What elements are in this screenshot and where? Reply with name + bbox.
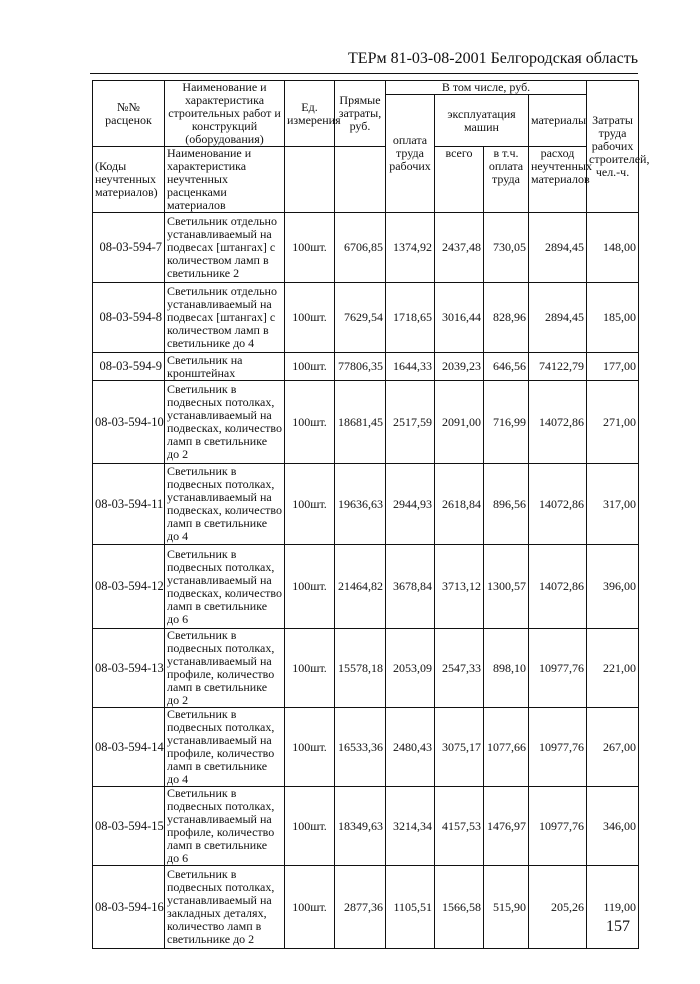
row-labor: 177,00: [587, 353, 639, 381]
row-wages: 1374,92: [386, 213, 435, 283]
row-labor: 396,00: [587, 545, 639, 629]
row-direct: 7629,54: [335, 283, 386, 353]
row-machines-wages: 1300,57: [484, 545, 529, 629]
row-machines-total: 2039,23: [435, 353, 484, 381]
row-name: Светильник в подвесных потолках, устанавливаемый на закладных деталях, количество ламп в светильнике до 2: [165, 866, 285, 949]
table-row: [93, 213, 639, 283]
row-wages: 1644,33: [386, 353, 435, 381]
row-machines-total: 2091,00: [435, 381, 484, 464]
row-name: Светильник в подвесных потолках, устанавливаемый на профиле, количество ламп в светильнике до 2: [165, 629, 285, 708]
page-header: ТЕРм 81-03-08-2001 Белгородская область: [348, 50, 638, 67]
row-unit: 100шт.: [285, 545, 335, 629]
row-labor: 317,00: [587, 464, 639, 545]
row-direct: 77806,35: [335, 353, 386, 381]
row-code: 08-03-594-8: [93, 283, 165, 353]
row-materials: 14072,86: [529, 464, 587, 545]
row-machines-total: 1566,58: [435, 866, 484, 949]
row-materials: 10977,76: [529, 787, 587, 866]
row-code: 08-03-594-12: [93, 545, 165, 629]
row-machines-total: 2618,84: [435, 464, 484, 545]
row-direct: 18349,63: [335, 787, 386, 866]
row-unit: 100шт.: [285, 866, 335, 949]
row-name: Светильник в подвесных потолках, устанавливаемый на подвесках, количество ламп в светильнике до 6: [165, 545, 285, 629]
col-header-unit: Ед. измерения: [285, 81, 335, 147]
row-direct: 6706,85: [335, 213, 386, 283]
col-header-name-alt: Наименование и характеристика неучтенных расценками материалов: [165, 147, 285, 213]
row-direct: 2877,36: [335, 866, 386, 949]
table-row: [93, 353, 639, 381]
row-materials: 2894,45: [529, 283, 587, 353]
row-code: 08-03-594-10: [93, 381, 165, 464]
row-labor: 221,00: [587, 629, 639, 708]
row-materials: 205,26: [529, 866, 587, 949]
row-wages: 1718,65: [386, 283, 435, 353]
row-machines-wages: 898,10: [484, 629, 529, 708]
col-header-machines: эксплуатация машин: [435, 95, 529, 147]
row-unit: 100шт.: [285, 213, 335, 283]
row-code: 08-03-594-14: [93, 708, 165, 787]
row-materials: 10977,76: [529, 708, 587, 787]
row-unit: 100шт.: [285, 708, 335, 787]
table-row: [93, 787, 639, 866]
row-machines-wages: 730,05: [484, 213, 529, 283]
row-machines-wages: 1476,97: [484, 787, 529, 866]
row-name: Светильник в подвесных потолках, устанавливаемый на профиле, количество ламп в светильнике до 6: [165, 787, 285, 866]
row-direct: 15578,18: [335, 629, 386, 708]
row-code: 08-03-594-9: [93, 353, 165, 381]
row-machines-total: 3713,12: [435, 545, 484, 629]
row-direct: 18681,45: [335, 381, 386, 464]
row-direct: 16533,36: [335, 708, 386, 787]
row-unit: 100шт.: [285, 464, 335, 545]
table-row: [93, 629, 639, 708]
row-materials: 2894,45: [529, 213, 587, 283]
row-wages: 2944,93: [386, 464, 435, 545]
row-name: Светильник на кронштейнах: [165, 353, 285, 381]
row-unit: 100шт.: [285, 787, 335, 866]
table-row: [93, 381, 639, 464]
row-machines-total: 4157,53: [435, 787, 484, 866]
col-header-labor: Затраты труда рабочих строителей, чел.-ч.: [587, 81, 639, 213]
col-header-name: Наименование и характеристика строительных работ и конструкций (оборудования): [165, 81, 285, 147]
row-machines-wages: 646,56: [484, 353, 529, 381]
row-labor: 267,00: [587, 708, 639, 787]
row-machines-wages: 716,99: [484, 381, 529, 464]
row-machines-total: 3016,44: [435, 283, 484, 353]
row-unit: 100шт.: [285, 381, 335, 464]
row-unit: 100шт.: [285, 283, 335, 353]
table-row: [93, 866, 639, 949]
table-row: [93, 464, 639, 545]
row-machines-total: 2547,33: [435, 629, 484, 708]
page-number: 157: [606, 918, 630, 935]
header-row-alt: [93, 147, 639, 213]
col-header-incl: В том числе, руб.: [386, 81, 587, 95]
row-machines-total: 2437,48: [435, 213, 484, 283]
row-machines-wages: 1077,66: [484, 708, 529, 787]
col-header-code: №№ расценок: [93, 81, 165, 147]
row-code: 08-03-594-11: [93, 464, 165, 545]
col-header-machines-wages: в т.ч. оплата труда: [484, 147, 529, 213]
col-header-materials: материалы: [529, 95, 587, 147]
row-machines-wages: 515,90: [484, 866, 529, 949]
table-row: [93, 708, 639, 787]
header-rule: [90, 73, 638, 74]
row-code: 08-03-594-16: [93, 866, 165, 949]
row-wages: 3214,34: [386, 787, 435, 866]
col-header-materials-alt: расход неучтенных материалов: [529, 147, 587, 213]
col-header-direct-alt: [335, 147, 386, 213]
col-header-direct: Прямые затраты, руб.: [335, 81, 386, 147]
header-row-main: [93, 81, 639, 95]
row-machines-total: 3075,17: [435, 708, 484, 787]
row-name: Светильник в подвесных потолках, устанавливаемый на профиле, количество ламп в светильнике до 4: [165, 708, 285, 787]
row-direct: 19636,63: [335, 464, 386, 545]
row-materials: 14072,86: [529, 381, 587, 464]
rates-table: [92, 80, 650, 949]
row-labor: 119,00: [587, 866, 639, 949]
row-machines-wages: 828,96: [484, 283, 529, 353]
row-wages: 3678,84: [386, 545, 435, 629]
col-header-unit-alt: [285, 147, 335, 213]
row-name: Светильник отдельно устанавливаемый на подвесах [штангах] с количеством ламп в светильнике 2: [165, 213, 285, 283]
row-labor: 271,00: [587, 381, 639, 464]
row-unit: 100шт.: [285, 353, 335, 381]
table-row: [93, 545, 639, 629]
col-header-code-alt: (Коды неучтенных материалов): [93, 147, 165, 213]
row-name: Светильник в подвесных потолках, устанавливаемый на подвесках, количество ламп в светильнике до 2: [165, 381, 285, 464]
row-labor: 346,00: [587, 787, 639, 866]
row-machines-wages: 896,56: [484, 464, 529, 545]
row-code: 08-03-594-13: [93, 629, 165, 708]
row-name: Светильник в подвесных потолках, устанавливаемый на подвесках, количество ламп в светильнике до 4: [165, 464, 285, 545]
row-wages: 2053,09: [386, 629, 435, 708]
row-materials: 10977,76: [529, 629, 587, 708]
row-labor: 148,00: [587, 213, 639, 283]
row-code: 08-03-594-7: [93, 213, 165, 283]
row-wages: 1105,51: [386, 866, 435, 949]
row-name: Светильник отдельно устанавливаемый на подвесах [штангах] с количеством ламп в светильнике до 4: [165, 283, 285, 353]
row-wages: 2480,43: [386, 708, 435, 787]
col-header-wages: оплата труда рабочих: [386, 95, 435, 213]
row-materials: 14072,86: [529, 545, 587, 629]
row-unit: 100шт.: [285, 629, 335, 708]
row-code: 08-03-594-15: [93, 787, 165, 866]
col-header-machines-total: всего: [435, 147, 484, 213]
row-materials: 74122,79: [529, 353, 587, 381]
row-wages: 2517,59: [386, 381, 435, 464]
table-row: [93, 283, 639, 353]
row-labor: 185,00: [587, 283, 639, 353]
row-direct: 21464,82: [335, 545, 386, 629]
